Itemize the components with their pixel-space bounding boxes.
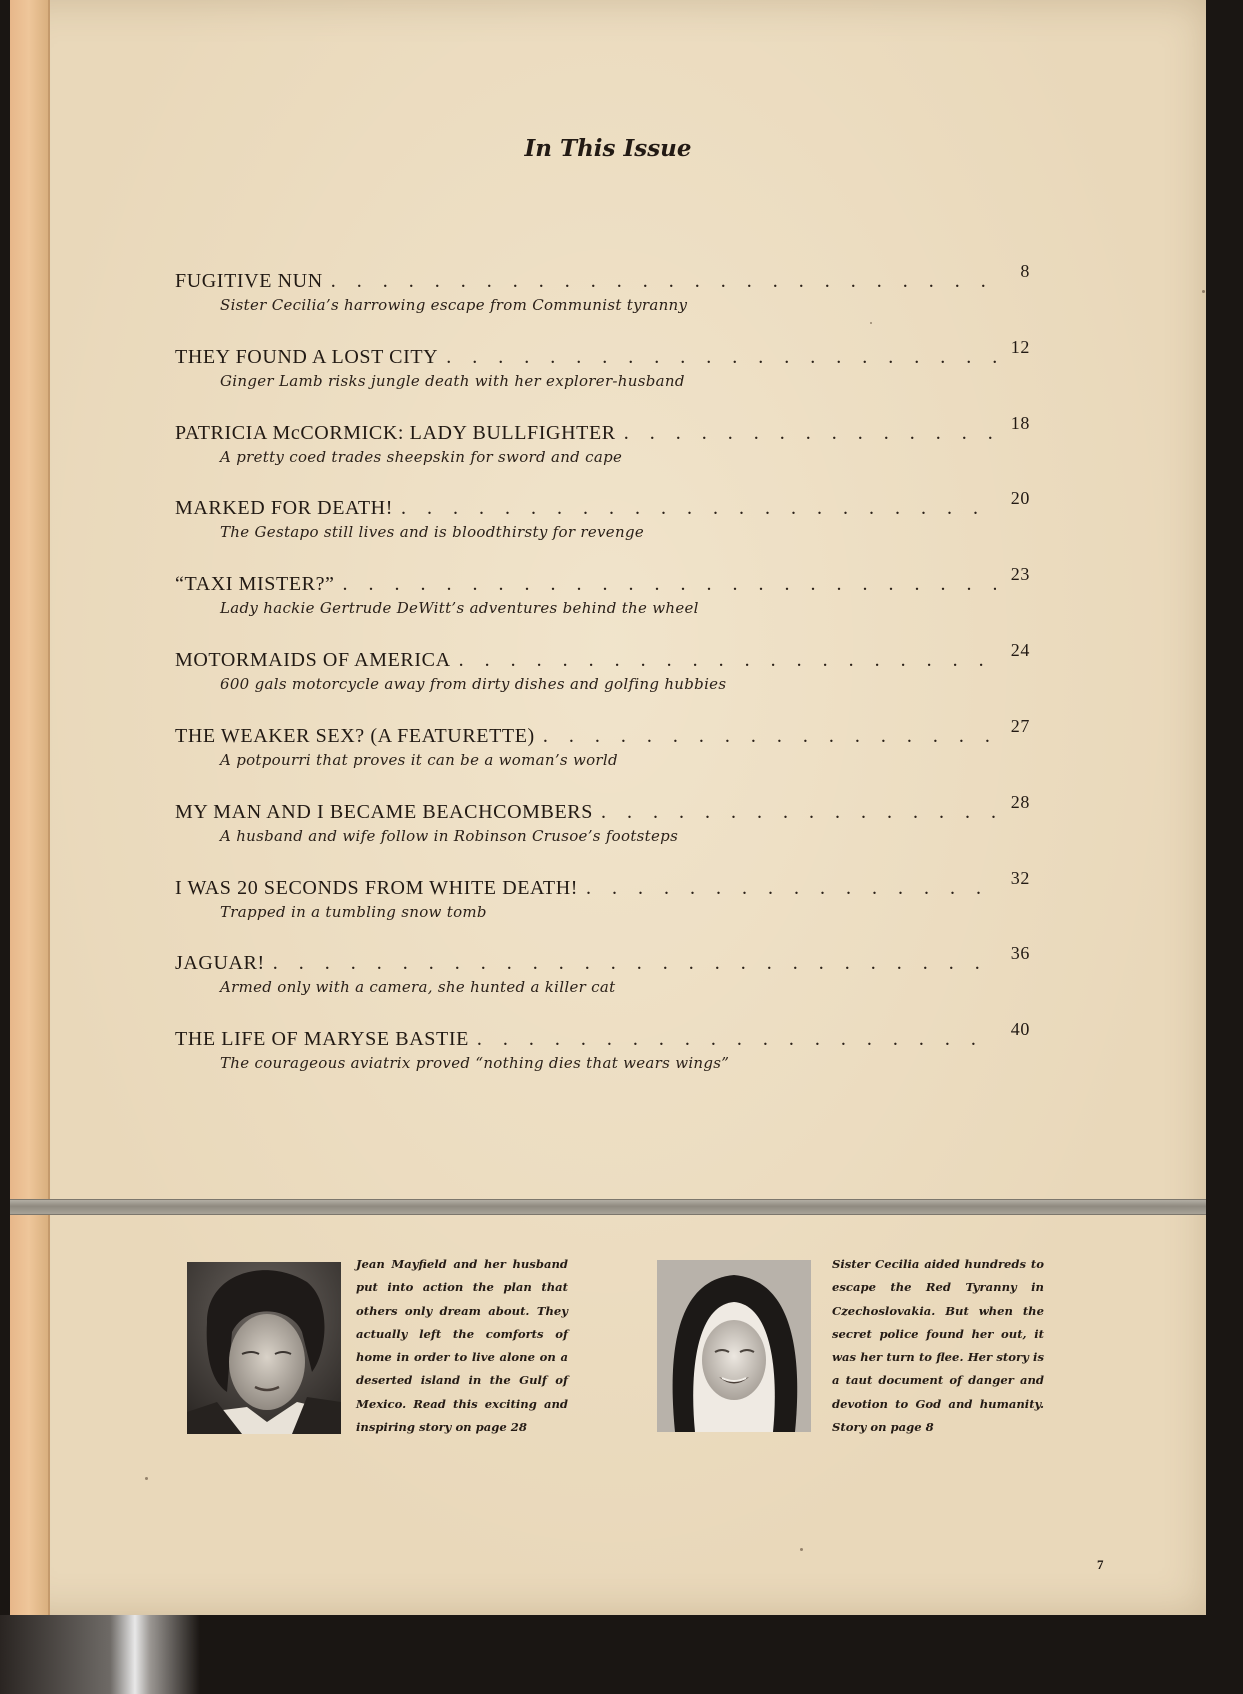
- dot-leader: [401, 497, 996, 520]
- feature-photo-jean-mayfield: [187, 1262, 341, 1434]
- toc-entry-marked-for-death[interactable]: [175, 488, 1030, 549]
- feature-caption-sister-cecilia: Sister Cecilia aided hundreds to escape the Red Tyranny in Czechoslovakia. But when the secret police found her out, it was her turn to flee. Her story is a taut document of danger and devotion to God and humanity. Story on page 8: [832, 1257, 1044, 1435]
- toc-entry-jaguar[interactable]: [175, 943, 1030, 1004]
- toc-entry-subtitle: A husband and wife follow in Robinson Crusoe’s footsteps: [220, 827, 679, 845]
- toc-entry-white-death[interactable]: [175, 868, 1030, 929]
- toc-entry-page: 27: [1010, 716, 1030, 736]
- page-number: 7: [1097, 1557, 1104, 1572]
- dot-leader: [459, 649, 996, 672]
- toc-entry-subtitle: 600 gals motorcycle away from dirty dishes and golfing hubbies: [220, 675, 727, 693]
- toc-entry-subtitle: A pretty coed trades sheepskin for sword and cape: [220, 448, 623, 466]
- section-divider: [10, 1199, 1206, 1215]
- toc-entry-title: PATRICIA McCORMICK: LADY BULLFIGHTER: [175, 422, 616, 444]
- toc-entry-title: I WAS 20 SECONDS FROM WHITE DEATH!: [175, 877, 579, 899]
- toc-entry-motormaids[interactable]: [175, 640, 1030, 701]
- scan-speck: [800, 1548, 803, 1551]
- toc-entry-title: MY MAN AND I BECAME BEACHCOMBERS: [175, 801, 593, 823]
- toc-entry-title: JAGUAR!: [175, 952, 265, 974]
- toc-entry-page: 18: [1010, 413, 1030, 433]
- toc-entry-title: MOTORMAIDS OF AMERICA: [175, 649, 451, 671]
- dot-leader: [446, 346, 996, 369]
- toc-entry-title: THEY FOUND A LOST CITY: [175, 346, 439, 368]
- portrait-nun-image: [657, 1260, 811, 1432]
- dot-leader: [624, 422, 996, 445]
- toc-entry-page: 36: [1010, 943, 1030, 963]
- toc-entry-taxi-mister[interactable]: [175, 564, 1030, 625]
- dot-leader: [331, 270, 996, 293]
- page-title: In This Issue: [524, 135, 692, 162]
- scan-speck: [145, 1477, 148, 1480]
- portrait-woman-image: [187, 1262, 341, 1434]
- toc-entry-maryse-bastie[interactable]: [175, 1019, 1030, 1080]
- dot-leader: [477, 1028, 996, 1051]
- magazine-page: [10, 0, 1206, 1615]
- toc-entry-title: FUGITIVE NUN: [175, 270, 323, 292]
- toc-entry-page: 23: [1010, 564, 1030, 584]
- dot-leader: [273, 952, 996, 975]
- toc-entry-page: 28: [1010, 792, 1030, 812]
- toc-entry-page: 40: [1010, 1019, 1030, 1039]
- toc-entry-page: 12: [1010, 337, 1030, 357]
- toc-entry-subtitle: The courageous aviatrix proved “nothing dies that wears wings”: [220, 1054, 730, 1072]
- toc-entry-subtitle: Sister Cecilia’s harrowing escape from Communist tyranny: [220, 296, 688, 314]
- toc-entry-fugitive-nun[interactable]: [175, 261, 1030, 322]
- dot-leader: [543, 725, 996, 748]
- toc-entry-title: THE LIFE OF MARYSE BASTIE: [175, 1028, 469, 1050]
- feature-caption-jean-mayfield: Jean Mayfield and her husband put into action the plan that others only dream about. They actually left the comforts of home in order to live alone on a deserted island in the Gulf of Mexico. Read this exciting and inspiring story on page 28: [356, 1257, 568, 1435]
- dot-leader: [586, 877, 996, 900]
- toc-entry-title: “TAXI MISTER?”: [175, 573, 335, 595]
- dot-leader: [343, 573, 996, 596]
- toc-entry-page: 32: [1010, 868, 1030, 888]
- toc-entry-subtitle: Trapped in a tumbling snow tomb: [220, 903, 487, 921]
- toc-entry-lady-bullfighter[interactable]: [175, 413, 1030, 474]
- toc-entry-subtitle: A potpourri that proves it can be a woman’s world: [220, 751, 618, 769]
- toc-entry-page: 24: [1010, 640, 1030, 660]
- toc-entry-page: 20: [1010, 488, 1030, 508]
- scan-speck: [1202, 290, 1205, 293]
- feature-photo-sister-cecilia: [657, 1260, 811, 1432]
- scan-bottom-edge: [0, 1615, 1243, 1694]
- toc-entry-lost-city[interactable]: [175, 337, 1030, 398]
- scan-speck: [870, 322, 872, 324]
- toc-entry-title: MARKED FOR DEATH!: [175, 497, 393, 519]
- page-gutter: [10, 0, 50, 1615]
- dot-leader: [601, 801, 996, 824]
- toc-entry-weaker-sex[interactable]: [175, 716, 1030, 777]
- toc-entry-subtitle: Lady hackie Gertrude DeWitt’s adventures behind the wheel: [220, 599, 699, 617]
- toc-entry-subtitle: The Gestapo still lives and is bloodthirsty for revenge: [220, 523, 645, 541]
- toc-entry-beachcombers[interactable]: [175, 792, 1030, 853]
- toc-entry-page: 8: [1020, 261, 1030, 281]
- toc-entry-title: THE WEAKER SEX? (A FEATURETTE): [175, 725, 535, 747]
- toc-entry-subtitle: Ginger Lamb risks jungle death with her explorer-husband: [220, 372, 685, 390]
- toc-entry-subtitle: Armed only with a camera, she hunted a killer cat: [220, 978, 616, 996]
